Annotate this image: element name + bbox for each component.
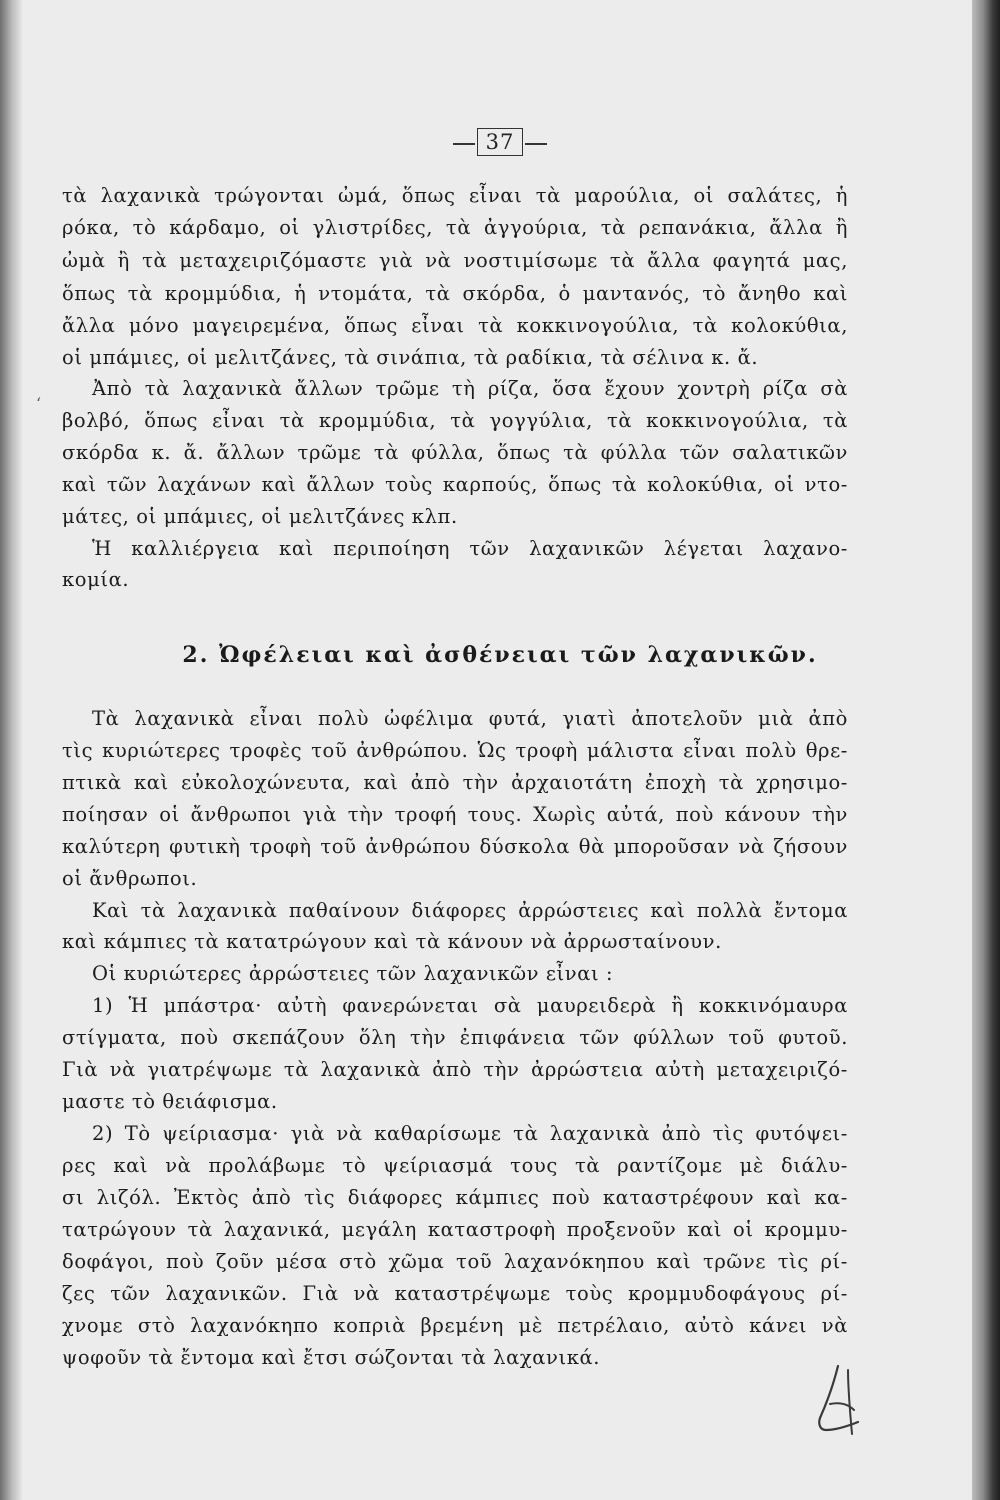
text-line: ρες καὶ νὰ προλάβωμε τὸ ψείριασμά τους τὰ ραντίζομε μὲ διάλυ- xyxy=(62,1154,848,1177)
text-line: βολβό, ὅπως εἶναι τὰ κρομμύδια, τὰ γογγύλια, τὰ κοκκινογούλια, τὰ xyxy=(62,409,848,432)
text-line: καὶ τῶν λαχάνων καὶ ἄλλων τοὺς καρπούς, ὅπως τὰ κολοκύθια, οἱ ντο- xyxy=(62,473,848,496)
text-line: 1) Ἡ μπάστρα· αὐτὴ φανερώνεται σὰ μαυρειδερὰ ἢ κοκκινόμαυρα xyxy=(92,994,848,1017)
text-line: Τὰ λαχανικὰ εἶναι πολὺ ὠφέλιμα φυτά, γιατὶ ἀποτελοῦν μιὰ ἀπὸ xyxy=(92,707,848,730)
page-number-value: 37 xyxy=(477,128,524,156)
text-line: στίγματα, ποὺ σκεπάζουν ὅλη τὴν ἐπιφάνεια τῶν φύλλων τοῦ φυτοῦ. xyxy=(62,1026,848,1049)
text-line: δοφάγοι, ποὺ ζοῦν μέσα στὸ χῶμα τοῦ λαχανόκηπου καὶ τρῶνε τὶς ρί- xyxy=(62,1250,848,1273)
binding-shadow xyxy=(0,0,22,1500)
margin-tick: ‘ xyxy=(36,394,42,413)
text-line: καὶ κάμπιες τὰ κατατρώγουν καὶ τὰ κάνουν νὰ ἀρρωσταίνουν. xyxy=(62,930,722,953)
text-line: σι λιζόλ. Ἐκτὸς ἀπὸ τὶς διάφορες κάμπιες ποὺ καταστρέφουν καὶ κα- xyxy=(62,1186,848,1209)
page-number xyxy=(0,128,1000,156)
text-line: πτικὰ καὶ εὐκολοχώνευτα, καὶ ἀπὸ τὴν ἀρχαιοτάτη ἐποχὴ τὰ χρησιμο- xyxy=(62,771,848,794)
text-line: Ἀπὸ τὰ λαχανικὰ ἄλλων τρῶμε τὴ ρίζα, ὅσα ἔχουν χοντρὴ ρίζα σὰ xyxy=(92,377,848,400)
text-line: ρόκα, τὸ κάρδαμο, οἱ γλιστρίδες, τὰ ἀγγούρια, τὰ ρεπανάκια, ἄλλα ἢ xyxy=(62,216,848,239)
text-line: ὅπως τὰ κρομμύδια, ἡ ντομάτα, τὰ σκόρδα, ὁ μαντανός, τὸ ἄνηθο καὶ xyxy=(62,282,848,305)
text-line: Οἱ κυριώτερες ἀρρώστειες τῶν λαχανικῶν εἶναι : xyxy=(92,962,614,985)
text-line: τὰ λαχανικὰ τρώγονται ὠμά, ὅπως εἶναι τὰ μαρούλια, οἱ σαλάτες, ἡ xyxy=(62,184,848,207)
text-line: καλύτερη φυτικὴ τροφὴ τοῦ ἀνθρώπου δύσκολα θὰ μποροῦσαν νὰ ζήσουν xyxy=(62,835,848,858)
text-line: 2) Τὸ ψείριασμα· γιὰ νὰ καθαρίσωμε τὰ λαχανικὰ ἀπὸ τὶς φυτόψει- xyxy=(92,1122,848,1145)
text-line: κομία. xyxy=(62,568,130,591)
section-heading: 2. Ὠφέλειαι καὶ ἀσθένειαι τῶν λαχανικῶν. xyxy=(182,642,818,668)
text-line: χνομε στὸ λαχανόκηπο κοπριὰ βρεμένη μὲ πετρέλαιο, αὐτὸ κάνει νὰ xyxy=(62,1314,848,1337)
text-line: ψοφοῦν τὰ ἔντομα καὶ ἔτσι σώζονται τὰ λαχανικά. xyxy=(62,1346,601,1369)
text-line: μαστε τὸ θειάφισμα. xyxy=(62,1090,278,1113)
text-line: Ἡ καλλιέργεια καὶ περιποίηση τῶν λαχανικῶν λέγεται λαχανο- xyxy=(92,537,848,560)
page-edge xyxy=(972,0,1000,1500)
text-line: σκόρδα κ. ἄ. ἄλλων τρῶμε τὰ φύλλα, ὅπως τὰ φύλλα τῶν σαλατικῶν xyxy=(62,441,848,464)
text-line: ζες τῶν λαχανικῶν. Γιὰ νὰ καταστρέψωμε τοὺς κρομμυδοφάγους ρί- xyxy=(62,1282,848,1305)
text-line: ποίησαν οἱ ἄνθρωποι γιὰ τὴν τροφή τους. Χωρὶς αὐτά, ποὺ κάνουν τὴν xyxy=(62,803,848,826)
text-line: τατρώγουν τὰ λαχανικά, μεγάλη καταστροφὴ προξενοῦν καὶ οἱ κρομμυ- xyxy=(62,1218,848,1241)
text-line: Καὶ τὰ λαχανικὰ παθαίνουν διάφορες ἀρρώστειες καὶ πολλὰ ἔντομα xyxy=(92,899,848,922)
text-line: Γιὰ νὰ γιατρέψωμε τὰ λαχανικὰ ἀπὸ τὴν ἀρρώστεια αὐτὴ μεταχειριζό- xyxy=(62,1058,848,1081)
text-line: μάτες, οἱ μπάμιες, οἱ μελιτζάνες κλπ. xyxy=(62,505,458,528)
text-line: οἱ μπάμιες, οἱ μελιτζάνες, τὰ σινάπια, τὰ ραδίκια, τὰ σέλινα κ. ἄ. xyxy=(62,346,759,369)
text-line: ἄλλα μόνο μαγειρεμένα, ὅπως εἶναι τὰ κοκκινογούλια, τὰ κολοκύθια, xyxy=(62,314,848,337)
pencil-mark-icon xyxy=(808,1360,868,1440)
text-line: οἱ ἄνθρωποι. xyxy=(62,867,198,890)
text-line: τὶς κυριώτερες τροφὲς τοῦ ἀνθρώπου. Ὡς τροφὴ μάλιστα εἶναι πολὺ θρε- xyxy=(62,739,848,762)
text-line: ὠμὰ ἢ τὰ μεταχειριζόμαστε γιὰ νὰ νοστιμίσωμε τὰ ἄλλα φαγητά μας, xyxy=(62,249,848,272)
